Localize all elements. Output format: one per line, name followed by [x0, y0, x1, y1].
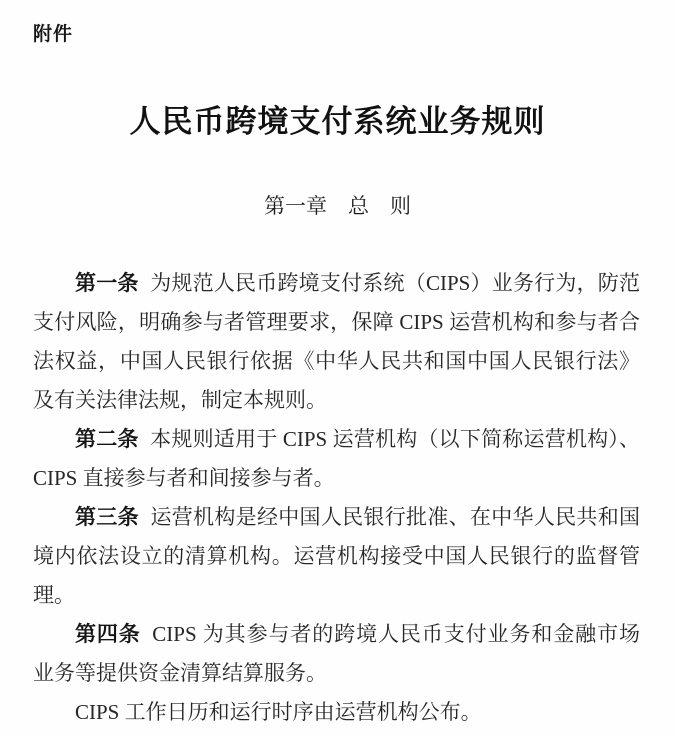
article-3 — [33, 498, 640, 615]
article-4 — [33, 615, 640, 693]
closing-line: CIPS 工作日历和运行时序由运营机构公布。 — [75, 700, 482, 724]
article-3-text: 运营机构是经中国人民银行批准、在中华人民共和国境内依法设立的清算机构。运营机构接受中国人民银行的监督管理。 — [33, 505, 641, 607]
article-3-label: 第三条 — [75, 505, 139, 529]
article-1-label: 第一条 — [75, 271, 139, 295]
article-1 — [33, 264, 640, 420]
attachment-label: 附件 — [33, 24, 74, 45]
article-2 — [33, 420, 640, 498]
document-body — [0, 264, 675, 732]
article-4-label: 第四条 — [75, 622, 141, 646]
article-2-text: 本规则适用于 CIPS 运营机构（以下简称运营机构）、CIPS 直接参与者和间接参与者。 — [33, 427, 641, 490]
article-2-label: 第二条 — [75, 427, 139, 451]
article-1-text: 为规范人民币跨境支付系统（CIPS）业务行为，防范支付风险，明确参与者管理要求，保障 CIPS 运营机构和参与者合法权益，中国人民银行依据《中华人民共和国中国人民银行法》及有关法律法规，制定本规则。 — [33, 271, 641, 412]
chapter-heading: 第一章 总 则 — [264, 195, 411, 218]
document-title: 人民币跨境支付系统业务规则 — [129, 104, 546, 139]
article-4-text: CIPS 为其参与者的跨境人民币支付业务和金融市场业务等提供资金清算结算服务。 — [33, 622, 640, 685]
